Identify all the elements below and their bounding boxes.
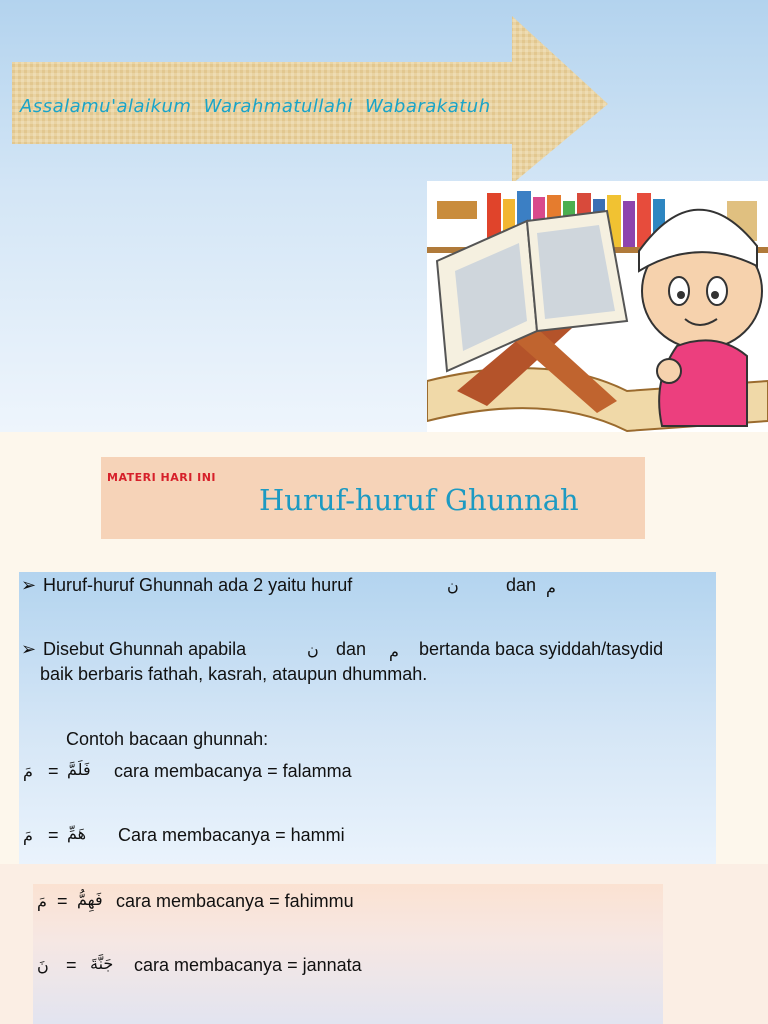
bullet-marker: ➢ [21, 639, 37, 659]
example-letter: مَ [23, 762, 33, 781]
bullet1-text: Huruf-huruf Ghunnah ada 2 yaitu huruf [43, 575, 353, 595]
example-equals: = [48, 761, 59, 781]
example-word: هَمِّ [67, 824, 87, 843]
example-heading: Contoh bacaan ghunnah: [66, 729, 269, 749]
slide-3 [0, 864, 768, 1024]
example-reading: cara membacanya = falamma [114, 761, 352, 781]
arabic-letter-mim: م [546, 578, 556, 597]
example-reading: Cara membacanya = hammi [118, 825, 345, 845]
slide-2 [0, 432, 768, 864]
example-equals: = [57, 891, 68, 911]
greeting-text: Assalamu'alaikum Warahmatullahi Wabarakatuh [20, 96, 491, 117]
example-equals: = [66, 955, 77, 975]
example-equals: = [48, 825, 59, 845]
arabic-letter-mim: م [389, 642, 399, 661]
arabic-letter-nun: ن [307, 640, 319, 659]
content-box [33, 884, 663, 1024]
bullet-marker: ➢ [21, 575, 37, 595]
example-word: فَهِمُّ [77, 890, 103, 909]
example-word: فَلَمَّ [67, 760, 91, 779]
example-reading: cara membacanya = jannata [134, 955, 362, 975]
content-box [19, 572, 716, 864]
example-letter: مَ [37, 892, 47, 911]
bullet2-conj: dan [336, 639, 367, 659]
arabic-letter-nun: ن [447, 576, 459, 595]
bullet1-conj: dan [506, 575, 537, 595]
slide-title: Huruf-huruf Ghunnah [259, 483, 579, 517]
bullet2-text-a: Disebut Ghunnah apabila [43, 639, 247, 659]
title-box [101, 457, 645, 539]
bullet2-text-b: bertanda baca syiddah/tasydid [419, 639, 664, 659]
slide-1 [0, 0, 768, 432]
example-word: جَنَّةَ [90, 954, 114, 973]
example-letter: نَ [37, 956, 49, 975]
example-letter: مَ [23, 826, 33, 845]
materi-label: MATERI HARI INI [107, 471, 217, 484]
boy-reading-quran-illustration [427, 181, 768, 432]
bullet2-text-c: baik berbaris fathah, kasrah, ataupun dhummah. [40, 664, 428, 684]
example-reading: cara membacanya = fahimmu [116, 891, 354, 911]
